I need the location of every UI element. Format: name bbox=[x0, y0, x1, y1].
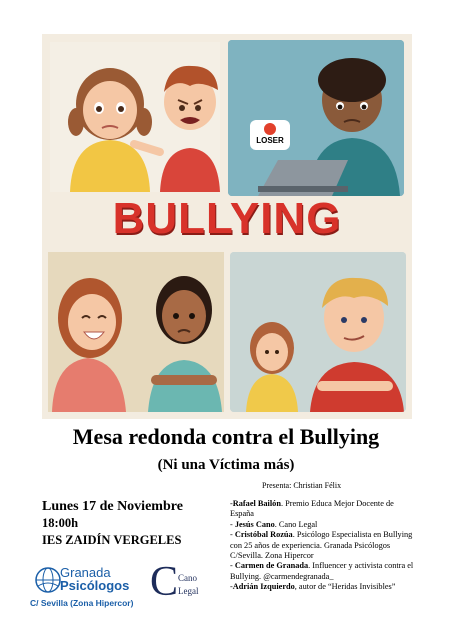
panel-boy-arms-crossed bbox=[230, 252, 406, 412]
event-date: Lunes 17 de Noviembre bbox=[42, 499, 183, 514]
event-time: 18:00h bbox=[42, 516, 79, 530]
speaker-desc: , autor de “Heridas Invisibles” bbox=[294, 582, 396, 592]
speaker-desc: . Influencer y activista contra el Bullying. @carmendegranada_ bbox=[230, 561, 414, 581]
granada-line1: Granada bbox=[60, 565, 111, 580]
event-title: Mesa redonda contra el Bullying bbox=[72, 424, 380, 449]
granada-address: C/ Sevilla (Zona Hipercor) bbox=[30, 598, 134, 608]
panel-sad-girl-angry-boy bbox=[50, 42, 220, 192]
speaker-item: - Jesús Cano. Cano Legal bbox=[230, 519, 318, 529]
granada-logo-text bbox=[60, 566, 129, 592]
poster-illustration bbox=[42, 34, 412, 419]
presenter-line: Presenta: Christian Félix bbox=[262, 481, 342, 490]
cano-line1: Cano bbox=[178, 573, 197, 583]
speaker-item: -Adrián Izquierdo, autor de “Heridas Invisibles” bbox=[230, 582, 396, 592]
globe-icon bbox=[34, 566, 62, 594]
event-details bbox=[42, 498, 183, 549]
loser-text: LOSER bbox=[256, 136, 284, 145]
speaker-desc: . Cano Legal bbox=[274, 519, 318, 529]
speaker-item: - Carmen de Granada. Influencer y activista contra el Bullying. @carmendegranada_ bbox=[230, 561, 414, 581]
speaker-name: Cristóbal Rozúa bbox=[234, 530, 293, 540]
cano-legal-text bbox=[178, 572, 199, 598]
illustration-girls bbox=[48, 252, 224, 412]
illustration-children-arguing bbox=[50, 42, 220, 192]
loser-speech-bubble bbox=[250, 120, 290, 150]
speaker-name: Jesús Cano bbox=[234, 519, 275, 529]
panel-boy-laptop bbox=[228, 40, 404, 196]
speaker-desc: . Premio Educa Mejor Docente de España bbox=[230, 499, 394, 519]
granada-line2: Psicólogos bbox=[60, 578, 130, 593]
speaker-item: -Rafael Bailón. Premio Educa Mejor Docente de España bbox=[230, 499, 394, 519]
event-subtitle: (Ni una Víctima más) bbox=[157, 457, 295, 473]
cano-legal-logo bbox=[150, 558, 220, 608]
speaker-name: Carmen de Granada bbox=[234, 561, 309, 571]
cano-c-letter: C bbox=[150, 559, 179, 605]
illustration-boy-with-laptop bbox=[228, 40, 404, 196]
poster-headline: BULLYING bbox=[112, 194, 342, 243]
speaker-item: - Cristóbal Rozúa. Psicólogo Especialista en Bullying con 25 años de experiencia. Granada Psicólogos C/Sevilla. Zona Hipercor bbox=[230, 530, 413, 561]
angry-face-icon bbox=[264, 123, 276, 135]
cano-line2: Legal bbox=[178, 586, 199, 596]
panel-laughing-girl-upset-girl bbox=[48, 252, 224, 412]
illustration-boy-and-girl bbox=[230, 252, 406, 412]
speaker-list bbox=[230, 499, 416, 593]
speaker-name: Rafael Bailón bbox=[232, 499, 281, 508]
event-venue: IES ZAIDÍN VERGELES bbox=[42, 533, 182, 547]
speaker-name: Adrián Izquierdo bbox=[232, 582, 295, 592]
speaker-desc: . Psicólogo Especialista en Bullying con 25 años de experiencia. Granada Psicólogos C/Sevilla. Zona Hipercor bbox=[230, 530, 413, 561]
granada-psicologos-logo bbox=[30, 562, 150, 612]
